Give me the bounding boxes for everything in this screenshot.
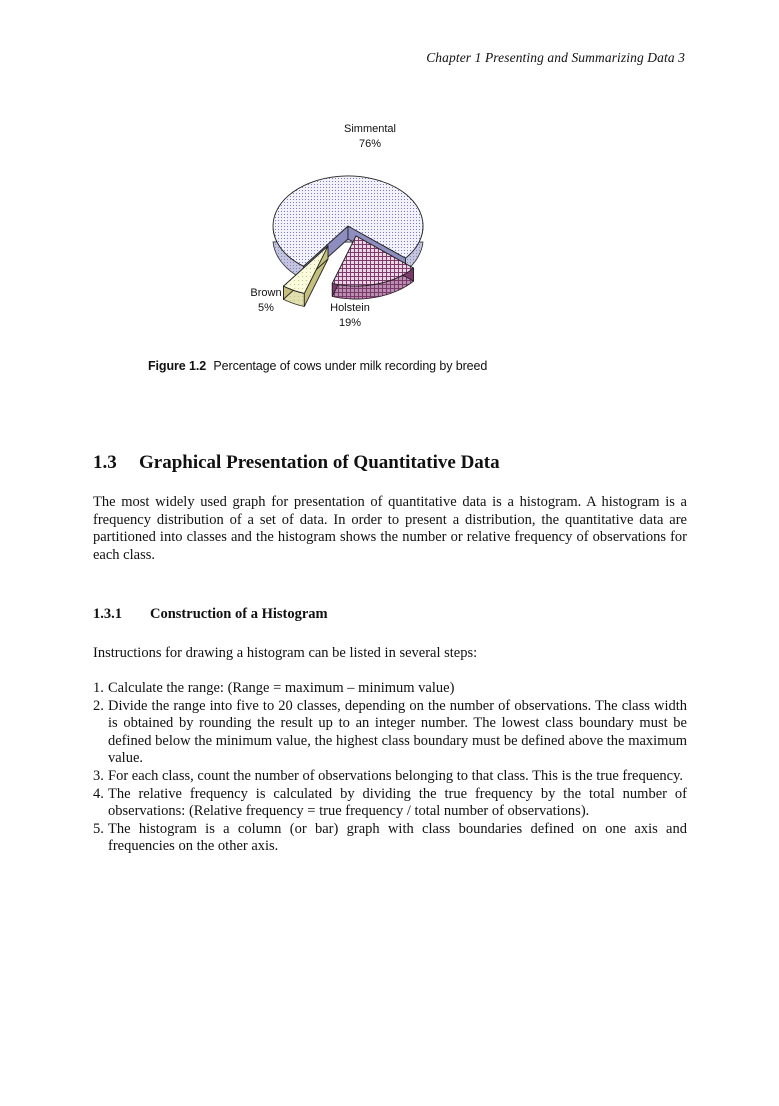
section-number: 1.3 — [93, 452, 117, 473]
list-item — [93, 698, 687, 768]
list-item — [93, 786, 687, 821]
step-marker: 5. — [93, 820, 104, 837]
running-header: Chapter 1 Presenting and Summarizing Data 3 — [426, 50, 685, 65]
step-text: Divide the range into five to 20 classes, depending on the number of observations. The class width is obtained by rounding the result up to an integer number. The lowest class boundary must be defined below the minimum value, the highest class boundary must be defined above the maximum value. — [108, 697, 687, 767]
step-marker: 2. — [93, 697, 104, 714]
value-holstein: 19% — [338, 317, 362, 329]
figure-number: Figure 1.2 — [148, 359, 207, 373]
step-text: The relative frequency is calculated by dividing the true frequency by the total number of observations: (Relative frequency = true frequency / total number of observations). — [108, 785, 687, 820]
subsection-title: Construction of a Histogram — [150, 606, 328, 622]
subsection-intro: Instructions for drawing a histogram can be listed in several steps: — [93, 645, 478, 661]
section-title: Graphical Presentation of Quantitative Data — [139, 452, 500, 473]
histogram-steps-list — [93, 680, 687, 856]
list-item — [93, 680, 687, 698]
label-simmental: Simmental — [344, 123, 396, 135]
figure-caption-text: Percentage of cows under milk recording by breed — [213, 359, 488, 373]
label-holstein: Holstein — [330, 302, 370, 314]
step-text: The histogram is a column (or bar) graph with class boundaries defined on one axis and frequencies on the other axis. — [108, 820, 687, 855]
pie-slices — [273, 176, 423, 306]
breed-pie-chart — [230, 112, 450, 337]
step-marker: 4. — [93, 785, 104, 802]
figure-caption — [148, 359, 487, 373]
value-simmental: 76% — [358, 138, 382, 150]
value-brown: 5% — [258, 302, 274, 314]
subsection-number: 1.3.1 — [93, 606, 122, 622]
list-item — [93, 821, 687, 856]
step-text: Calculate the range: (Range = maximum – minimum value) — [108, 680, 455, 696]
step-marker: 3. — [93, 767, 104, 784]
subsection-heading — [93, 606, 328, 623]
section-heading — [93, 452, 500, 474]
list-item — [93, 768, 687, 786]
section-paragraph: The most widely used graph for presentation of quantitative data is a histogram. A histogram is a frequency distribution of a set of data. In order to present a distribution, the quantitative data are partitioned into classes and the histogram shows the number or relative frequency of observations for each class. — [93, 494, 687, 563]
pie-chart-svg — [230, 112, 450, 337]
step-marker: 1. — [93, 680, 104, 696]
label-brown: Brown — [250, 287, 282, 299]
step-text: For each class, count the number of observations belonging to that class. This is the true frequency. — [108, 767, 684, 784]
